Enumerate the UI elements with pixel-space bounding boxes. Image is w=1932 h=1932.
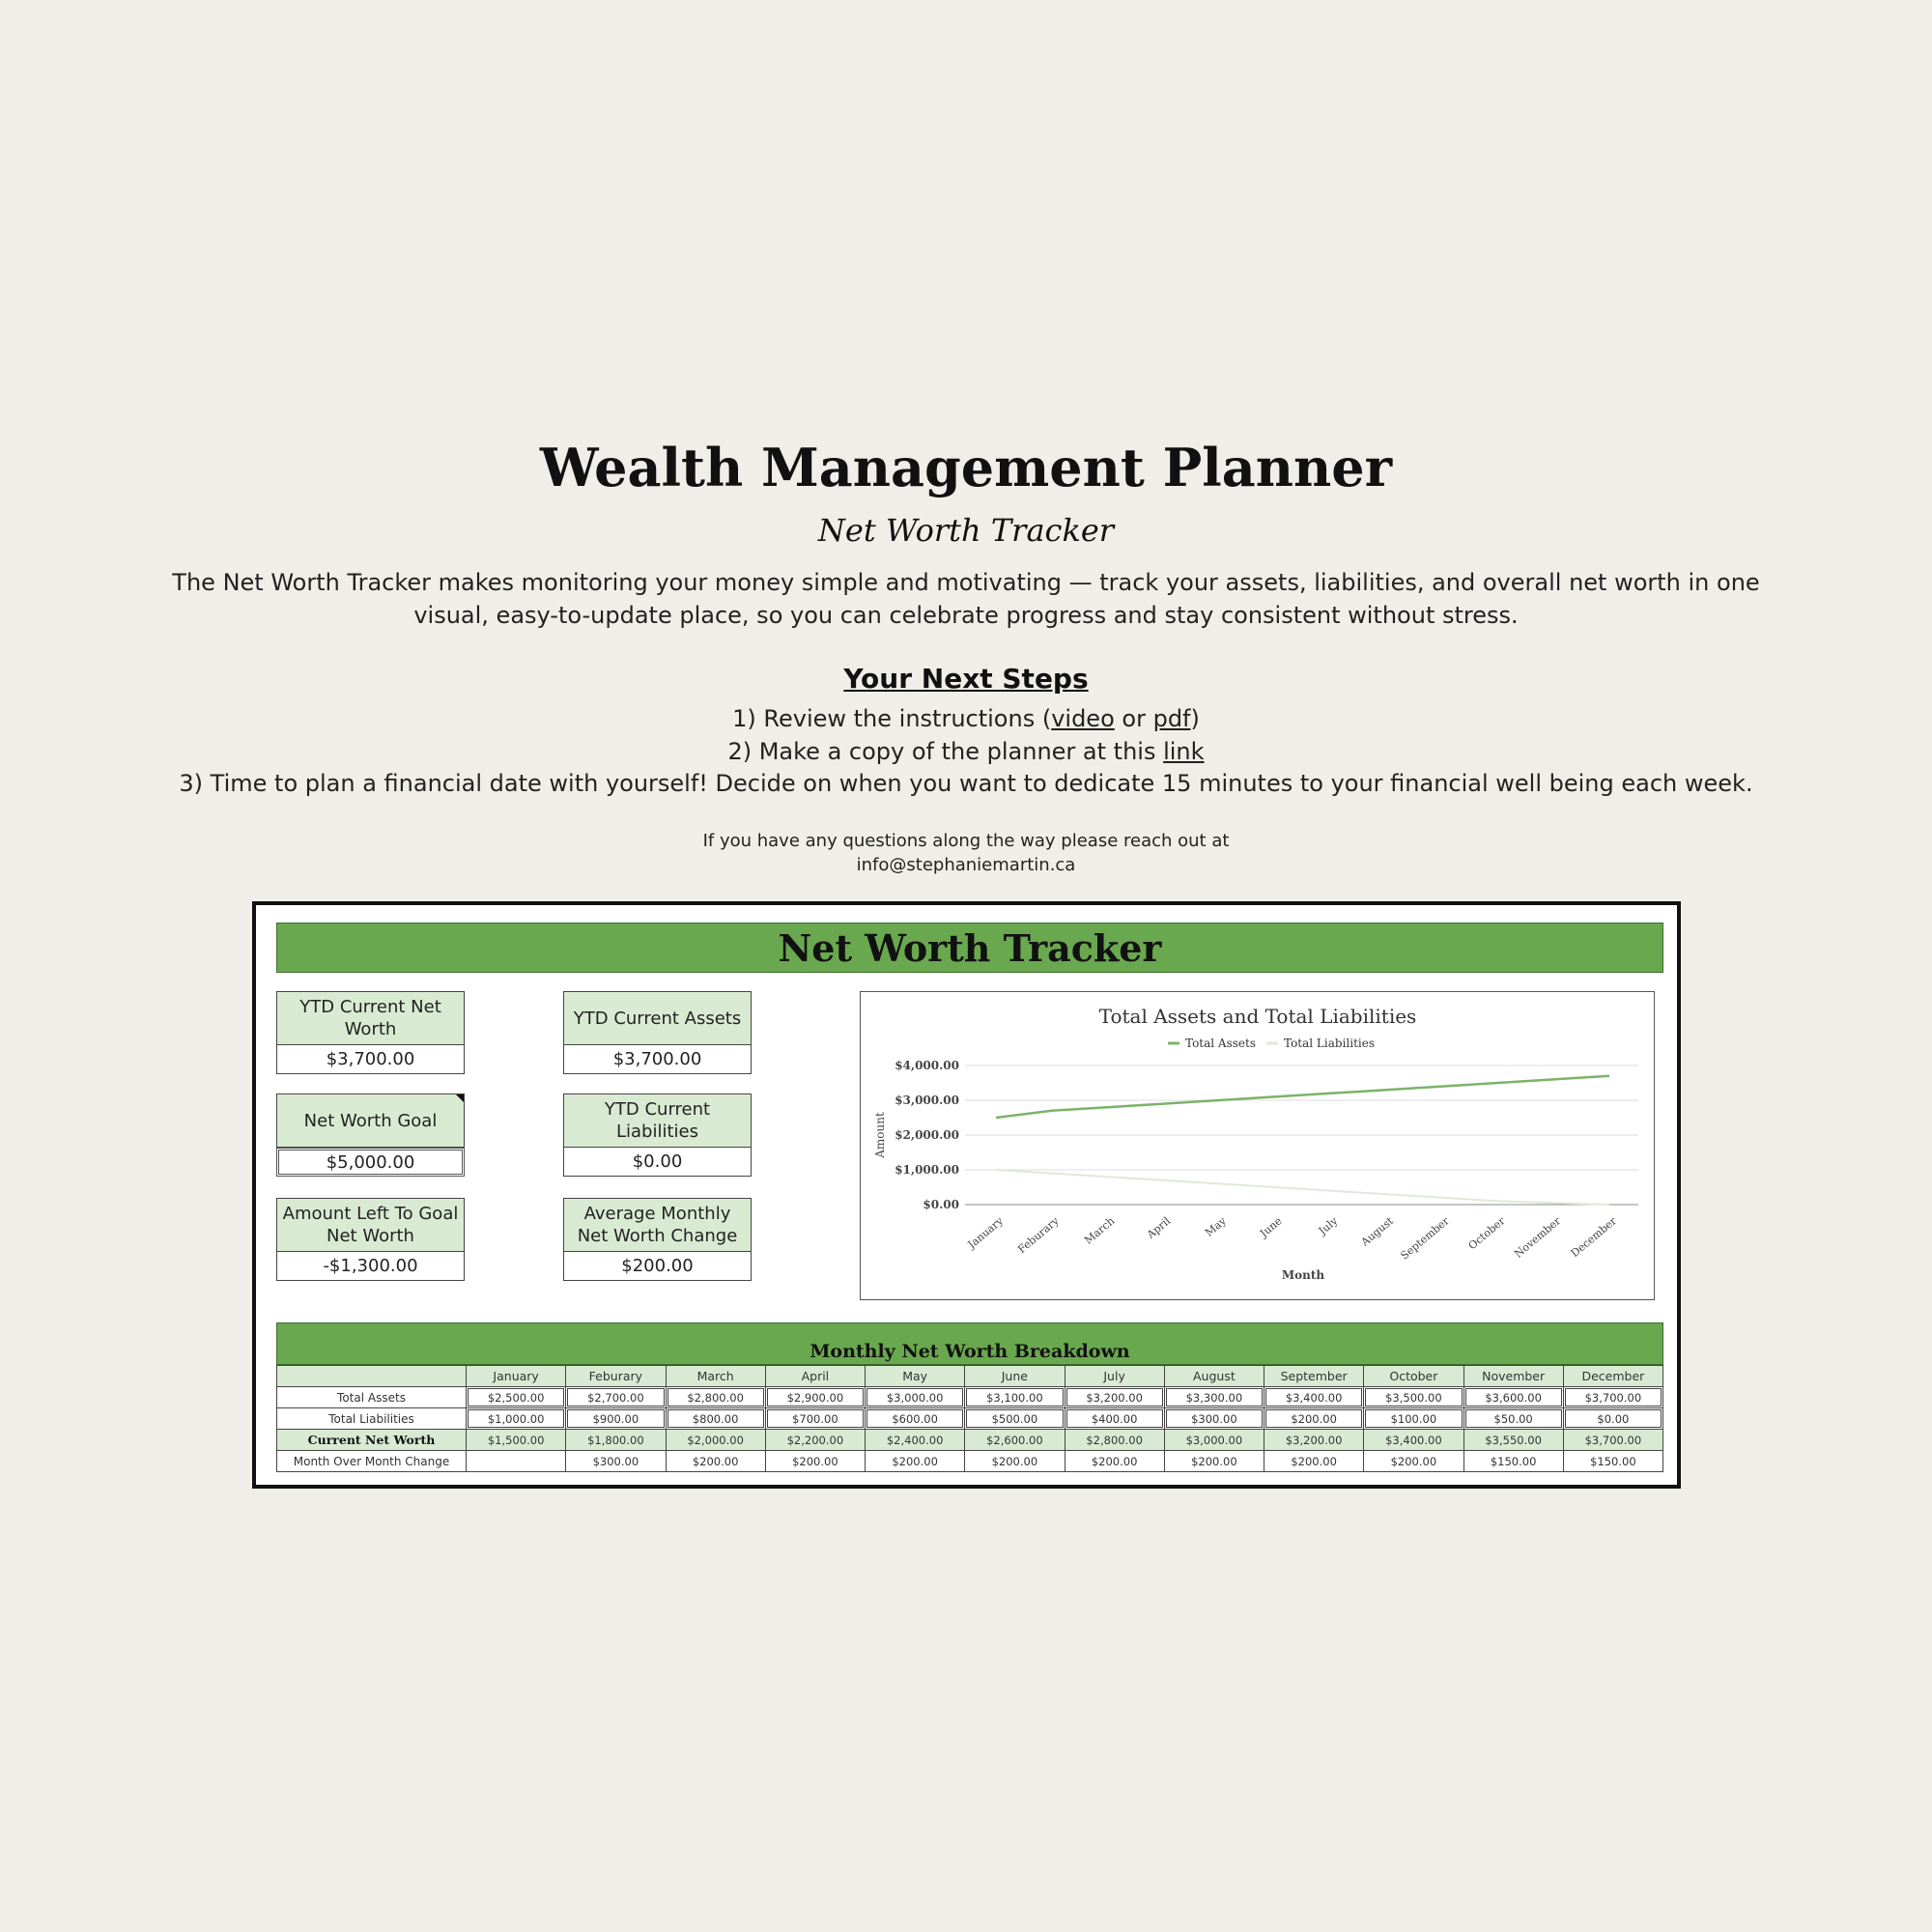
month-header: June: [965, 1366, 1065, 1387]
breakdown-table: [276, 1365, 1663, 1472]
header-corner: [277, 1366, 467, 1387]
table-cell[interactable]: $900.00: [566, 1408, 666, 1430]
table-cell: $2,000.00: [666, 1430, 765, 1451]
monthly-breakdown: [276, 1322, 1663, 1472]
month-header: December: [1563, 1366, 1662, 1387]
table-row: [277, 1430, 1663, 1451]
contact-text: If you have any questions along the way please reach out at: [702, 831, 1230, 851]
x-tick-label: Feburary: [1015, 1214, 1062, 1257]
row-label: Total Liabilities: [277, 1408, 467, 1430]
chart-svg: [861, 992, 1656, 1301]
table-cell: $200.00: [1364, 1451, 1463, 1472]
month-header: Feburary: [566, 1366, 666, 1387]
table-cell[interactable]: $300.00: [1164, 1408, 1264, 1430]
contact-email[interactable]: info@stephaniemartin.ca: [856, 855, 1076, 875]
month-header: October: [1364, 1366, 1463, 1387]
table-cell[interactable]: $400.00: [1065, 1408, 1164, 1430]
table-cell: $2,200.00: [765, 1430, 865, 1451]
table-cell: $3,000.00: [1164, 1430, 1264, 1451]
y-tick-label: $2,000.00: [895, 1128, 959, 1142]
table-cell: $3,400.00: [1364, 1430, 1463, 1451]
next-step-1: [0, 705, 1932, 732]
x-tick-label: December: [1568, 1214, 1619, 1261]
tracker-banner: Net Worth Tracker: [276, 923, 1663, 973]
x-tick-label: March: [1082, 1214, 1118, 1247]
row-label: Current Net Worth: [277, 1430, 467, 1451]
x-tick-label: August: [1358, 1214, 1397, 1249]
x-tick-label: September: [1398, 1214, 1452, 1263]
table-cell[interactable]: $3,000.00: [866, 1387, 965, 1408]
tracker-panel: [252, 901, 1681, 1489]
total-liabilities-line: [996, 1170, 1609, 1205]
x-tick-label: November: [1512, 1214, 1564, 1261]
table-cell[interactable]: $500.00: [965, 1408, 1065, 1430]
stat-label: YTD Current Net Worth: [276, 991, 465, 1045]
goal-input[interactable]: $5,000.00: [276, 1148, 465, 1177]
table-cell: [467, 1451, 566, 1472]
stat-left-to-goal: [276, 1198, 465, 1281]
step1-suffix: ): [1190, 705, 1200, 732]
table-cell: $2,400.00: [866, 1430, 965, 1451]
table-cell: $3,550.00: [1463, 1430, 1563, 1451]
row-label: Total Assets: [277, 1387, 467, 1408]
table-cell: $150.00: [1563, 1451, 1662, 1472]
table-cell: $1,500.00: [467, 1430, 566, 1451]
table-cell: $200.00: [1264, 1451, 1364, 1472]
step1-mid: or: [1114, 705, 1153, 732]
comment-marker-icon[interactable]: [456, 1094, 464, 1102]
month-header: August: [1164, 1366, 1264, 1387]
month-header: July: [1065, 1366, 1164, 1387]
planner-copy-link[interactable]: link: [1163, 738, 1205, 765]
month-header: January: [467, 1366, 566, 1387]
stat-value[interactable]: $200.00: [563, 1252, 752, 1281]
table-cell: $1,800.00: [566, 1430, 666, 1451]
table-cell: $3,200.00: [1264, 1430, 1364, 1451]
assets-liabilities-chart[interactable]: [860, 991, 1655, 1300]
breakdown-title: Monthly Net Worth Breakdown: [276, 1322, 1663, 1365]
table-cell[interactable]: $3,700.00: [1563, 1387, 1662, 1408]
x-tick-label: June: [1257, 1214, 1285, 1240]
breakdown-header-row: [277, 1366, 1663, 1387]
table-row: [277, 1408, 1663, 1430]
table-cell[interactable]: $3,500.00: [1364, 1387, 1463, 1408]
table-cell[interactable]: $800.00: [666, 1408, 765, 1430]
page-title: Wealth Management Planner: [539, 437, 1393, 498]
table-cell[interactable]: $100.00: [1364, 1408, 1463, 1430]
page-subtitle: Net Worth Tracker: [817, 512, 1115, 549]
table-cell[interactable]: $3,400.00: [1264, 1387, 1364, 1408]
stat-label-text: Net Worth Goal: [303, 1110, 438, 1131]
table-cell[interactable]: $3,300.00: [1164, 1387, 1264, 1408]
stat-value[interactable]: $0.00: [563, 1148, 752, 1177]
legend-label: Total Assets: [1185, 1037, 1256, 1050]
y-tick-label: $3,000.00: [895, 1094, 959, 1107]
table-cell: $150.00: [1463, 1451, 1563, 1472]
x-tick-label: July: [1316, 1214, 1341, 1237]
x-tick-label: May: [1203, 1214, 1229, 1239]
stat-label: YTD Current Liabilities: [563, 1094, 752, 1148]
y-axis-label: Amount: [873, 1112, 887, 1158]
x-tick-label: October: [1465, 1214, 1508, 1253]
table-cell[interactable]: $3,600.00: [1463, 1387, 1563, 1408]
table-cell[interactable]: $3,100.00: [965, 1387, 1065, 1408]
y-tick-label: $0.00: [923, 1198, 959, 1211]
next-step-3: 3) Time to plan a financial date with yourself! Decide on when you want to dedicate 15 minutes to your financial well being each week.: [179, 770, 1753, 797]
table-cell: $2,600.00: [965, 1430, 1065, 1451]
next-step-2: [0, 738, 1932, 765]
stat-label: Amount Left To Goal Net Worth: [276, 1198, 465, 1252]
table-cell[interactable]: $2,800.00: [666, 1387, 765, 1408]
pdf-link[interactable]: pdf: [1152, 705, 1191, 732]
table-cell[interactable]: $2,500.00: [467, 1387, 566, 1408]
next-steps-heading: Your Next Steps: [843, 663, 1089, 695]
total-assets-line: [996, 1076, 1609, 1118]
page-description: The Net Worth Tracker makes monitoring your money simple and motivating — track your assets, liabilities, and overall net worth in one visual, easy-to-update place, so you can celebrate progress and stay consistent without stress.: [172, 569, 1760, 629]
legend-label: Total Liabilities: [1284, 1037, 1376, 1050]
table-cell[interactable]: $600.00: [866, 1408, 965, 1430]
stat-ytd-liabilities: [563, 1094, 752, 1177]
stat-value[interactable]: $3,700.00: [276, 1045, 465, 1074]
y-tick-label: $1,000.00: [895, 1163, 959, 1177]
table-cell: $200.00: [666, 1451, 765, 1472]
table-cell: $200.00: [965, 1451, 1065, 1472]
step1-prefix: 1) Review the instructions (: [732, 705, 1052, 732]
table-cell[interactable]: $50.00: [1463, 1408, 1563, 1430]
table-cell: $2,800.00: [1065, 1430, 1164, 1451]
table-cell: $200.00: [765, 1451, 865, 1472]
month-header: September: [1264, 1366, 1364, 1387]
table-cell[interactable]: $200.00: [1264, 1408, 1364, 1430]
stat-avg-change: [563, 1198, 752, 1281]
table-row: [277, 1451, 1663, 1472]
table-cell[interactable]: $0.00: [1563, 1408, 1662, 1430]
video-link[interactable]: video: [1051, 705, 1115, 732]
step2-prefix: 2) Make a copy of the planner at this: [727, 738, 1164, 765]
table-cell: $300.00: [566, 1451, 666, 1472]
stat-value[interactable]: $3,700.00: [563, 1045, 752, 1074]
table-cell[interactable]: $700.00: [765, 1408, 865, 1430]
month-header: March: [666, 1366, 765, 1387]
x-tick-label: January: [965, 1214, 1006, 1252]
stat-label: YTD Current Assets: [563, 991, 752, 1045]
stat-ytd-assets: [563, 991, 752, 1074]
stat-ytd-net-worth: [276, 991, 465, 1074]
x-axis-label: Month: [1281, 1268, 1325, 1282]
stat-value[interactable]: -$1,300.00: [276, 1252, 465, 1281]
table-cell[interactable]: $1,000.00: [467, 1408, 566, 1430]
table-cell: $200.00: [1164, 1451, 1264, 1472]
y-tick-label: $4,000.00: [895, 1059, 959, 1072]
table-cell: $200.00: [1065, 1451, 1164, 1472]
table-row: [277, 1387, 1663, 1408]
month-header: April: [765, 1366, 865, 1387]
month-header: May: [866, 1366, 965, 1387]
x-tick-label: April: [1144, 1214, 1174, 1241]
table-cell[interactable]: $2,700.00: [566, 1387, 666, 1408]
stat-label: [276, 1094, 465, 1148]
table-cell[interactable]: $2,900.00: [765, 1387, 865, 1408]
table-cell: $3,700.00: [1563, 1430, 1662, 1451]
table-cell[interactable]: $3,200.00: [1065, 1387, 1164, 1408]
row-label: Month Over Month Change: [277, 1451, 467, 1472]
stat-label: Average Monthly Net Worth Change: [563, 1198, 752, 1252]
stat-net-worth-goal: [276, 1094, 465, 1177]
contact-info: [0, 829, 1932, 877]
table-cell: $200.00: [866, 1451, 965, 1472]
month-header: November: [1463, 1366, 1563, 1387]
chart-title: Total Assets and Total Liabilities: [1098, 1005, 1417, 1028]
